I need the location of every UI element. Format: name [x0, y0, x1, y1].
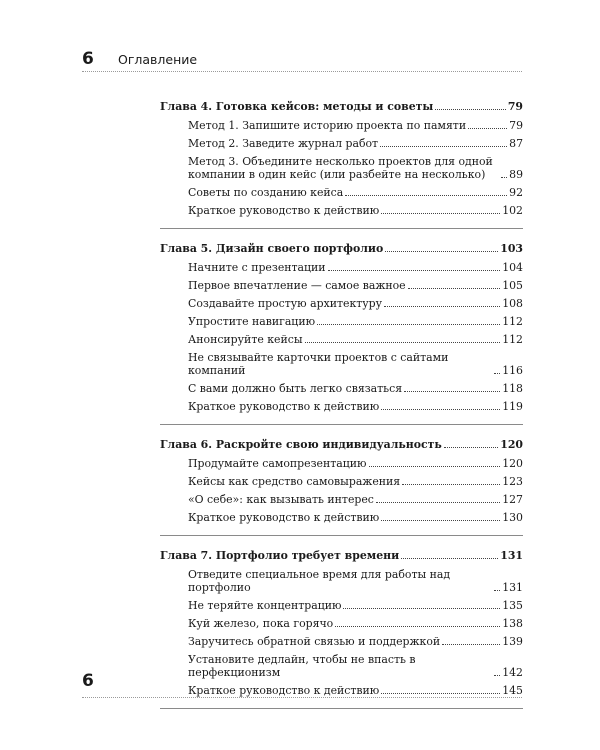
toc-section-entry[interactable] — [160, 511, 523, 524]
footer-page-number: 6 — [82, 671, 94, 691]
toc-section-entry-title: Метод 3. Объедините несколько проектов для одной компании в один кейс (или разбейте на несколько) — [188, 155, 493, 181]
toc-section-entry-page-number: 145 — [502, 684, 523, 697]
toc-section-entry-page-number: 139 — [502, 635, 523, 648]
leader-dots — [402, 484, 500, 485]
leader-dots — [404, 391, 500, 392]
toc-section-entry[interactable] — [160, 635, 523, 648]
toc-section-entry-page-number: 116 — [502, 364, 523, 377]
toc-section-entry[interactable] — [160, 186, 523, 199]
toc-section-entry[interactable] — [160, 475, 523, 488]
toc-chapter-entry-page-number: 120 — [500, 438, 523, 451]
toc-chapter-entry[interactable] — [160, 438, 523, 451]
toc-section-entry-page-number: 119 — [502, 400, 523, 413]
toc-section-entry[interactable] — [160, 155, 523, 181]
leader-dots — [494, 373, 500, 374]
footer-rule — [82, 697, 522, 698]
leader-dots — [442, 644, 500, 645]
leader-dots — [380, 146, 507, 147]
toc-section-entry-page-number: 105 — [502, 279, 523, 292]
header-page-number: 6 — [82, 49, 94, 69]
toc-section-entry-title: Отведите специальное время для работы над портфолио — [188, 568, 451, 594]
leader-dots — [343, 608, 500, 609]
toc-section-entry[interactable] — [160, 382, 523, 395]
toc-section-entry[interactable] — [160, 333, 523, 346]
toc-section-entry[interactable] — [160, 617, 523, 630]
toc-section-entry-page-number: 127 — [502, 493, 523, 506]
toc-section-entry[interactable] — [160, 119, 523, 132]
toc-chapter-entry-title: Глава 7. Портфолио требует времени — [160, 549, 400, 562]
toc-section-entry-page-number: 135 — [502, 599, 523, 612]
toc-section-entry-page-number: 89 — [509, 168, 523, 181]
leader-dots — [384, 306, 500, 307]
toc-section-entry-page-number: 118 — [502, 382, 523, 395]
toc-section-entry-title: Метод 1. Запишите историю проекта по памяти — [188, 119, 467, 132]
toc-section-entry-page-number: 92 — [509, 186, 523, 199]
header-rule — [82, 71, 522, 72]
toc-section-entry-title: Первое впечатление — самое важное — [188, 279, 406, 292]
page-header — [82, 49, 197, 69]
toc-chapter-entry[interactable] — [160, 242, 523, 255]
leader-dots — [444, 447, 498, 448]
toc-section-entry[interactable] — [160, 204, 523, 217]
toc-section-entry-page-number: 112 — [502, 315, 523, 328]
leader-dots — [501, 177, 507, 178]
toc-section-entry-title: Установите дедлайн, чтобы не впасть в перфекционизм — [188, 653, 416, 679]
toc-section-entry-title: Кейсы как средство самовыражения — [188, 475, 401, 488]
toc-section-entry-title: Начните с презентации — [188, 261, 326, 274]
toc-section-entry[interactable] — [160, 137, 523, 150]
table-of-contents — [160, 100, 523, 709]
leader-dots — [369, 466, 501, 467]
toc-section-entry-page-number: 112 — [502, 333, 523, 346]
toc-section-entry[interactable] — [160, 568, 523, 594]
toc-section-entry[interactable] — [160, 315, 523, 328]
leader-dots — [385, 251, 498, 252]
toc-section-entry-page-number: 130 — [502, 511, 523, 524]
toc-section-entry[interactable] — [160, 297, 523, 310]
toc-section-entry-page-number: 131 — [502, 581, 523, 594]
toc-section-entry-title: Краткое руководство к действию — [188, 511, 380, 524]
toc-section-entry[interactable] — [160, 261, 523, 274]
toc-section-entry-title: Продумайте самопрезентацию — [188, 457, 367, 470]
toc-chapter-block — [160, 100, 523, 229]
leader-dots — [335, 626, 500, 627]
toc-chapter-block — [160, 549, 523, 709]
toc-section-entry-title: Краткое руководство к действию — [188, 204, 380, 217]
toc-section-entry-title: Советы по созданию кейса — [188, 186, 344, 199]
leader-dots — [328, 270, 501, 271]
toc-section-entry-title: Не теряйте концентрацию — [188, 599, 342, 612]
leader-dots — [381, 409, 500, 410]
leader-dots — [468, 128, 507, 129]
leader-dots — [305, 342, 501, 343]
toc-section-entry-title: Краткое руководство к действию — [188, 400, 380, 413]
toc-section-entry[interactable] — [160, 457, 523, 470]
toc-chapter-block — [160, 438, 523, 536]
toc-section-entry-page-number: 104 — [502, 261, 523, 274]
toc-section-entry[interactable] — [160, 599, 523, 612]
toc-section-entry-title: Упростите навигацию — [188, 315, 316, 328]
leader-dots — [317, 324, 500, 325]
toc-chapter-entry[interactable] — [160, 100, 523, 113]
toc-section-entry[interactable] — [160, 653, 523, 679]
toc-section-entry-page-number: 123 — [502, 475, 523, 488]
toc-section-entry[interactable] — [160, 684, 523, 697]
toc-section-entry[interactable] — [160, 351, 523, 377]
toc-section-entry-page-number: 108 — [502, 297, 523, 310]
toc-section-entry-title: Заручитесь обратной связью и поддержкой — [188, 635, 441, 648]
toc-section-entry-title: Создавайте простую архитектуру — [188, 297, 383, 310]
leader-dots — [494, 590, 500, 591]
toc-section-entry[interactable] — [160, 400, 523, 413]
toc-section-entry-title: Куй железо, пока горячо — [188, 617, 334, 630]
leader-dots — [381, 693, 500, 694]
toc-section-entry-page-number: 87 — [509, 137, 523, 150]
toc-chapter-entry-page-number: 103 — [500, 242, 523, 255]
leader-dots — [408, 288, 501, 289]
toc-chapter-entry-page-number: 131 — [500, 549, 523, 562]
toc-section-entry-title: Анонсируйте кейсы — [188, 333, 303, 346]
toc-section-entry-page-number: 102 — [502, 204, 523, 217]
leader-dots — [345, 195, 507, 196]
leader-dots — [435, 109, 505, 110]
toc-section-entry-title: Краткое руководство к действию — [188, 684, 380, 697]
toc-chapter-block — [160, 242, 523, 425]
toc-section-entry-page-number: 120 — [502, 457, 523, 470]
leader-dots — [401, 558, 498, 559]
toc-section-entry-title: Не связывайте карточки проектов с сайтами компаний — [188, 351, 449, 377]
leader-dots — [376, 502, 500, 503]
leader-dots — [381, 213, 500, 214]
leader-dots — [494, 675, 500, 676]
toc-section-entry-title: Метод 2. Заведите журнал работ — [188, 137, 379, 150]
toc-section-entry-page-number: 138 — [502, 617, 523, 630]
toc-section-entry-title: С вами должно быть легко связаться — [188, 382, 403, 395]
header-title: Оглавление — [118, 52, 198, 67]
toc-section-entry[interactable] — [160, 279, 523, 292]
toc-section-entry-page-number: 79 — [509, 119, 523, 132]
toc-chapter-entry-title: Глава 6. Раскройте свою индивидуальность — [160, 438, 442, 451]
toc-section-entry-title: «О себе»: как вызывать интерес — [188, 493, 374, 506]
toc-chapter-entry[interactable] — [160, 549, 523, 562]
leader-dots — [381, 520, 500, 521]
toc-chapter-entry-title: Глава 5. Дизайн своего портфолио — [160, 242, 384, 255]
toc-chapter-entry-page-number: 79 — [507, 100, 523, 113]
toc-chapter-entry-title: Глава 4. Готовка кейсов: методы и советы — [160, 100, 434, 113]
toc-section-entry-page-number: 142 — [502, 666, 523, 679]
toc-section-entry[interactable] — [160, 493, 523, 506]
